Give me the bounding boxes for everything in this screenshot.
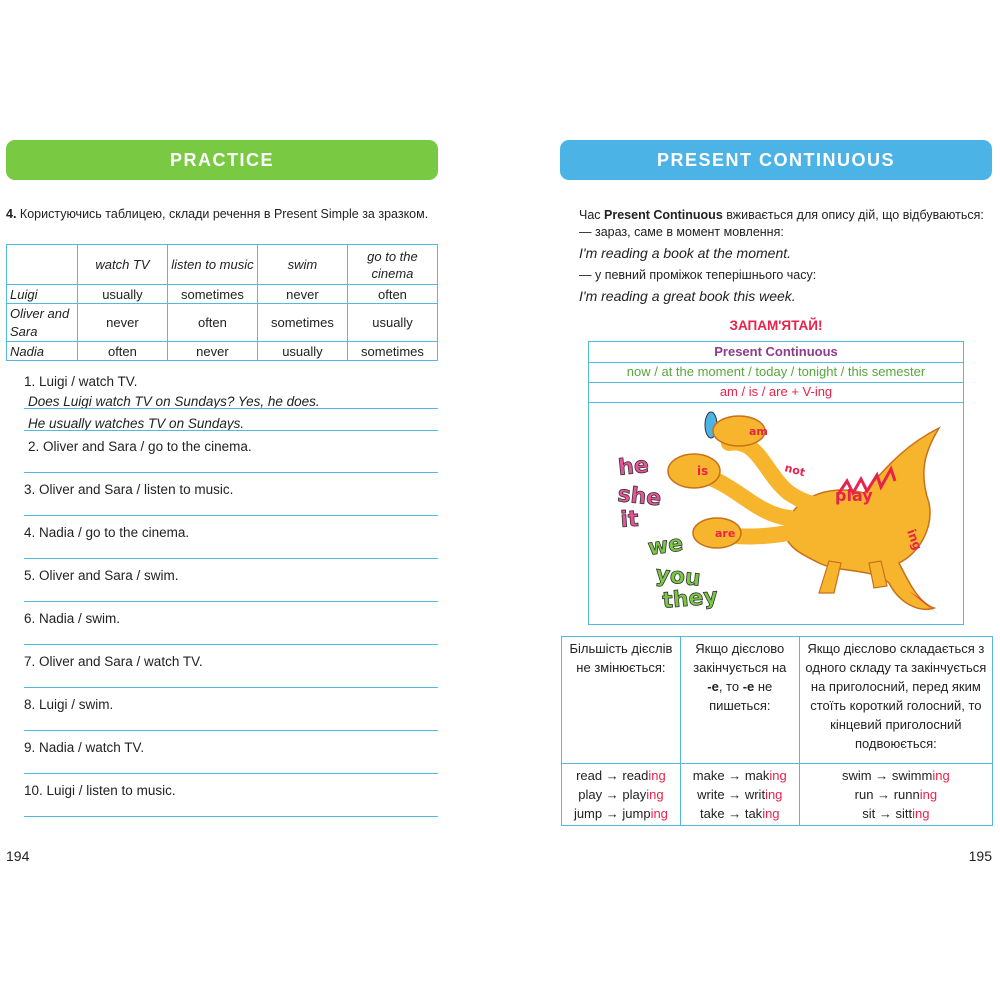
dragon-leg <box>819 561 841 593</box>
intro-text <box>579 208 984 222</box>
task-instruction <box>6 206 438 223</box>
example-ending: ing <box>646 787 664 802</box>
example-base: sit <box>862 806 876 821</box>
arrow-icon: → <box>728 806 742 821</box>
example-base: make <box>692 768 725 783</box>
answer-line[interactable] <box>24 601 438 602</box>
example-ending: ing <box>648 768 666 783</box>
spelling-rules-table <box>561 636 993 826</box>
example-stem: mak <box>744 768 770 783</box>
exercise-item: 2. Oliver and Sara / go to the cinema. <box>28 439 252 454</box>
rule-example <box>684 785 796 804</box>
task-number: 4. <box>6 207 17 221</box>
table-cell: usually <box>77 285 167 304</box>
intro-bold: Present Continuous <box>604 208 723 222</box>
arrow-icon: → <box>875 768 889 783</box>
rule2-part-c: не пишеться: <box>709 679 773 713</box>
example-stem: runn <box>893 787 920 802</box>
rules-examples-row <box>562 764 993 826</box>
formula: am / is / are + V-ing <box>589 382 963 403</box>
example-stem: writ <box>744 787 766 802</box>
table-header-cell <box>7 245 78 285</box>
table-row-name: Luigi <box>7 285 78 304</box>
arrow-icon: → <box>605 768 619 783</box>
exercise-item: 4. Nadia / go to the cinema. <box>24 525 190 540</box>
example-base: take <box>700 806 725 821</box>
practice-banner: PRACTICE <box>6 140 438 180</box>
answer-line[interactable] <box>24 472 438 473</box>
answer-line[interactable] <box>24 773 438 774</box>
task-text: Користуючись таблицею, склади речення в Present Simple за зразком. <box>19 207 429 221</box>
pronoun-he: he <box>617 452 651 481</box>
rule-examples-1 <box>562 764 681 826</box>
arrow-icon: → <box>605 806 619 821</box>
intro-suffix: вживається для опису дій, що відбуваються: <box>722 208 984 222</box>
table-header-cell: watch TV <box>77 245 167 285</box>
play-label: play <box>835 486 873 505</box>
remember-heading: ЗАПАМ'ЯТАЙ! <box>729 318 823 333</box>
answer-line <box>24 430 438 431</box>
rule-example <box>565 785 677 804</box>
exercise-item: 10. Luigi / listen to music. <box>24 783 176 798</box>
table-cell: often <box>167 304 257 342</box>
arrow-icon: → <box>605 787 619 802</box>
arrow-icon: → <box>877 787 891 802</box>
rule-header-1: Більшість дієслів не змінюється: <box>562 637 681 764</box>
example-stem: sitt <box>895 806 913 821</box>
rule-example <box>803 766 989 785</box>
dragon-body <box>784 428 939 609</box>
answer-line[interactable] <box>24 515 438 516</box>
rules-header-row <box>562 637 993 764</box>
rule-header-3: Якщо дієслово складається з одного складу та закінчується на приголосний, перед яким стоїть короткий голосний, то кінцевий приголосний подвоюється: <box>799 637 992 764</box>
table-row <box>7 342 438 361</box>
exercise-item: 9. Nadia / watch TV. <box>24 740 145 755</box>
exercise-item: 7. Oliver and Sara / watch TV. <box>24 654 203 669</box>
rule-examples-2 <box>680 764 799 826</box>
example-ending: ing <box>912 806 930 821</box>
example-period: I'm reading a great book this week. <box>579 288 796 304</box>
frequency-table <box>6 244 438 361</box>
exercise-item: 5. Oliver and Sara / swim. <box>24 568 179 583</box>
table-row-name: Nadia <box>7 342 78 361</box>
table-row <box>7 285 438 304</box>
example-stem: tak <box>744 806 763 821</box>
table-cell: never <box>257 285 347 304</box>
table-cell: never <box>167 342 257 361</box>
example-ending: ing <box>932 768 950 783</box>
example-ending: ing <box>762 806 780 821</box>
page-number-left: 194 <box>6 848 30 864</box>
answer-line <box>24 408 438 409</box>
example-stem: play <box>622 787 647 802</box>
rule-header-2 <box>680 637 799 764</box>
box-title: Present Continuous <box>589 342 963 363</box>
answer-line[interactable] <box>24 558 438 559</box>
pronoun-you: you <box>654 562 702 592</box>
example-base: read <box>576 768 603 783</box>
answer-line[interactable] <box>24 687 438 688</box>
pronoun-we: we <box>646 531 685 561</box>
example-now: I'm reading a book at the moment. <box>579 245 792 261</box>
exercise-item: 8. Luigi / swim. <box>24 697 114 712</box>
rule2-part-b: , то <box>718 679 743 694</box>
table-cell: never <box>77 304 167 342</box>
table-cell: sometimes <box>257 304 347 342</box>
exercise-item: 3. Oliver and Sara / listen to music. <box>24 482 234 497</box>
pronoun-they: they <box>661 584 719 614</box>
head-label-is: is <box>697 464 709 478</box>
table-row-name: Oliver and Sara <box>7 304 78 342</box>
example-stem: swimm <box>891 768 933 783</box>
rule2-e2: -е <box>742 679 755 694</box>
table-row <box>7 304 438 342</box>
exercise-item: 6. Nadia / swim. <box>24 611 121 626</box>
table-cell: usually <box>257 342 347 361</box>
head-label-am: am <box>749 425 768 438</box>
answer-line[interactable] <box>24 816 438 817</box>
example-ending: ing <box>650 806 668 821</box>
example-stem: jump <box>622 806 651 821</box>
not-label: not <box>783 461 807 480</box>
ing-label: ing <box>904 527 925 552</box>
example-answer-statement: He usually watches TV on Sundays. <box>28 416 245 431</box>
example-ending: ing <box>765 787 783 802</box>
dragon-head-is <box>668 454 720 488</box>
arrow-icon: → <box>728 787 742 802</box>
example-ending: ing <box>769 768 787 783</box>
rule2-part-a: Якщо дієслово закінчується на <box>693 641 787 675</box>
rule-example <box>565 766 677 785</box>
pronoun-she: she <box>616 482 663 512</box>
table-cell: sometimes <box>347 342 437 361</box>
dragon-illustration <box>589 403 963 625</box>
example-base: play <box>578 787 603 802</box>
rule-examples-3 <box>799 764 992 826</box>
example-stem: read <box>622 768 649 783</box>
page-number-right: 195 <box>968 848 992 864</box>
table-cell: often <box>347 285 437 304</box>
rule-example <box>684 766 796 785</box>
rule-example <box>803 785 989 804</box>
head-label-are: are <box>715 527 736 540</box>
rule-example <box>684 804 796 823</box>
example-base: write <box>697 787 725 802</box>
table-header-row <box>7 245 438 285</box>
rule2-e1: -е <box>707 679 719 694</box>
table-header-cell: go to the cinema <box>347 245 437 285</box>
arrow-icon: → <box>728 768 742 783</box>
use-now: — зараз, саме в момент мовлення: <box>579 225 784 239</box>
pronoun-it: it <box>619 506 640 533</box>
example-base: run <box>854 787 874 802</box>
use-period: — у певний проміжок теперішнього часу: <box>579 268 817 282</box>
time-words: now / at the moment / today / tonight / this semester <box>589 362 963 383</box>
example-base: swim <box>842 768 872 783</box>
example-answer-question: Does Luigi watch TV on Sundays? Yes, he does. <box>28 394 320 409</box>
example-ending: ing <box>919 787 938 802</box>
table-cell: usually <box>347 304 437 342</box>
example-prompt: 1. Luigi / watch TV. <box>24 374 138 389</box>
answer-line[interactable] <box>24 644 438 645</box>
answer-line[interactable] <box>24 730 438 731</box>
table-cell: sometimes <box>167 285 257 304</box>
table-header-cell: swim <box>257 245 347 285</box>
rule-example <box>803 804 989 823</box>
example-base: jump <box>573 806 603 821</box>
table-cell: often <box>77 342 167 361</box>
arrow-icon: → <box>878 806 892 821</box>
rule-example <box>565 804 677 823</box>
intro-prefix: Час <box>579 208 605 222</box>
present-continuous-banner: PRESENT CONTINUOUS <box>560 140 992 180</box>
present-continuous-box <box>588 341 964 625</box>
table-header-cell: listen to music <box>167 245 257 285</box>
